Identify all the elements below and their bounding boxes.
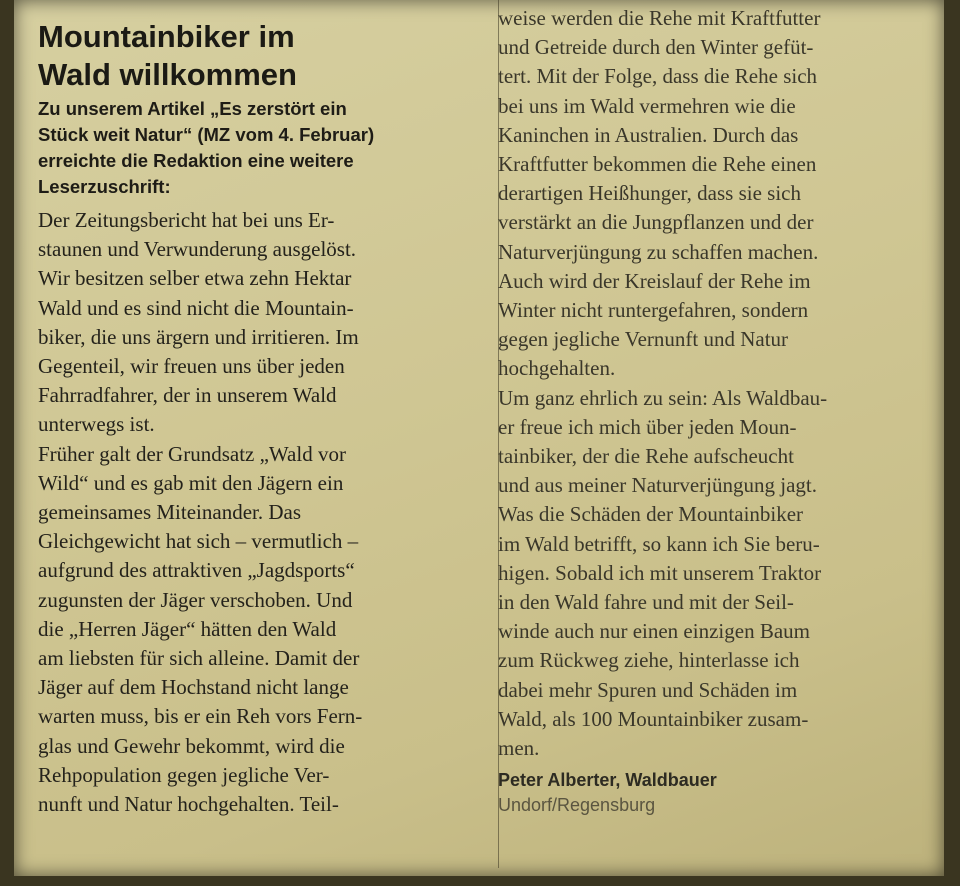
- author-signature: Peter Alberter, Waldbauer: [498, 770, 717, 791]
- newspaper-clipping: [14, 0, 944, 876]
- letter-body-right: weise werden die Rehe mit Kraftfutter und Getreide durch den Winter gefüt- tert. Mit der Folge, dass die Rehe sich bei uns im Wald vermehren wie die Kaninchen in Australien. Durch das Kraftfutter bekommen die Rehe einen derartigen Heißhunger, dass sie sich verstärkt an die Jungpflanzen und der Naturverjüngung zu schaffen machen. Auch wird der Kreislauf der Rehe im Winter nicht runtergefahren, sondern gegen jegliche Vernunft und Natur hochgehalten. Um ganz ehrlich zu sein: Als Waldbau- er freue ich mich über jeden Moun- tainbiker, der die Rehe aufscheucht und aus meiner Naturverjüngung jagt. Was die Schäden der Mountainbiker im Wald betrifft, so kann ich Sie beru- higen. Sobald ich mit unserem Traktor in den Wald fahre und mit der Seil- winde auch nur einen einzigen Baum zum Rückweg ziehe, hinterlasse ich dabei mehr Spuren und Schäden im Wald, als 100 Mountainbiker zusam- men.: [498, 6, 828, 761]
- article-headline: Mountainbiker im Wald willkommen: [38, 19, 297, 92]
- letter-body-left: Der Zeitungsbericht hat bei uns Er- staunen und Verwunderung ausgelöst. Wir besitzen selber etwa zehn Hektar Wald und es sind nicht die Mountain- biker, die uns ärgern und irritieren. Im Gegenteil, wir freuen uns über jeden Fahrradfahrer, der in unserem Wald unterwegs ist. Früher galt der Grundsatz „Wald vor Wild“ und es gab mit den Jägern ein gemeinsames Miteinander. Das Gleichgewicht hat sich – vermutlich – aufgrund des attraktiven „Jagdsports“ zugunsten der Jäger verschoben. Und die „Herren Jäger“ hätten den Wald am liebsten für sich alleine. Damit der Jäger auf dem Hochstand nicht lange warten muss, bis er ein Reh vors Fern- glas und Gewehr bekommt, wird die Rehpopulation gegen jegliche Ver- nunft und Natur hochgehalten. Teil-: [38, 208, 363, 817]
- left-column: [38, 18, 478, 819]
- author-location: Undorf/Regensburg: [498, 795, 656, 816]
- right-column: [498, 4, 918, 817]
- article-intro: Zu unserem Artikel „Es zerstört ein Stück weit Natur“ (MZ vom 4. Februar) erreichte die Redaktion eine weitere Leserzuschrift:: [38, 98, 375, 197]
